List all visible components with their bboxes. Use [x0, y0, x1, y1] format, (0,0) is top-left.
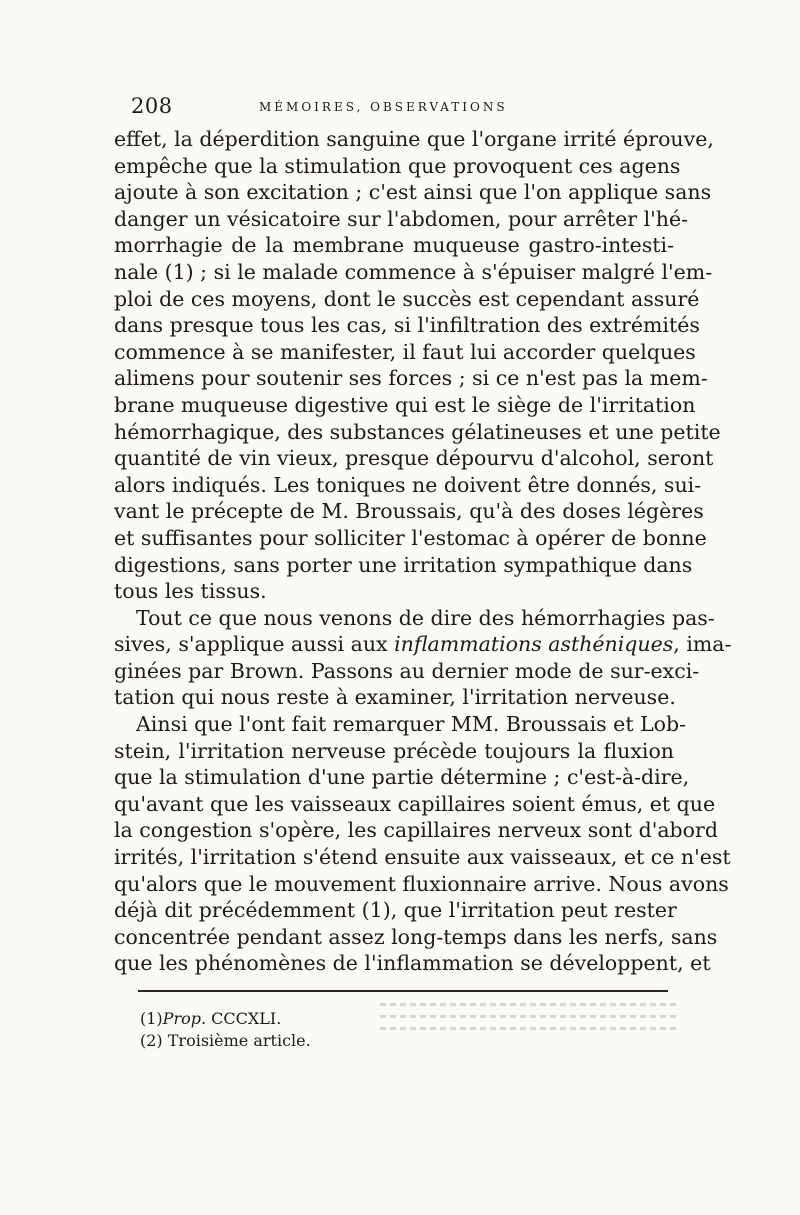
text-line: et suffisantes pour solliciter l'estomac à opérer de bonne — [114, 525, 707, 550]
paragraph-line: Tout ce que nous venons de dire des hémorrhagies pas- — [136, 605, 715, 630]
text-line: vant le précepte de M. Broussais, qu'à des doses légères — [114, 499, 704, 524]
text-line: danger un vésicatoire sur l'abdomen, pour arrêter l'hé- — [114, 206, 689, 231]
footnotes — [140, 1008, 540, 1052]
text-span: , ima- — [673, 632, 732, 657]
footnote-1 — [140, 1008, 540, 1030]
paragraph-line: que les phénomènes de l'inflammation se développent, et — [114, 951, 711, 976]
text-line: alors indiqués. Les toniques ne doivent être donnés, sui- — [114, 472, 702, 497]
text-line: dans presque tous les cas, si l'infiltration des extrémités — [114, 313, 700, 338]
running-head: MÉMOIRES, OBSERVATIONS — [259, 100, 508, 114]
text-line: ploi de ces moyens, dont le succès est cependant assuré — [114, 286, 700, 311]
footnote-italic: Prop — [162, 1009, 201, 1028]
text-line: commence à se manifester, il faut lui accorder quelques — [114, 339, 696, 364]
text-line: nale (1) ; si le malade commence à s'épuiser malgré l'em- — [114, 259, 713, 284]
text-line: tous les tissus. — [114, 579, 267, 604]
page-header — [131, 94, 671, 118]
italic-term: inflammations asthéniques — [394, 632, 674, 657]
paragraph-line: ginées par Brown. Passons au dernier mode de sur-exci- — [114, 658, 700, 683]
paragraph-line-with-italic — [114, 631, 732, 658]
text-line: digestions, sans porter une irritation sympathique dans — [114, 552, 693, 577]
text-span: sives, s'applique aussi aux — [114, 632, 395, 657]
paragraph-line: tation qui nous reste à examiner, l'irritation nerveuse. — [114, 685, 676, 710]
paragraph-line: irrités, l'irritation s'étend ensuite aux vaisseaux, et ce n'est — [114, 845, 731, 870]
footnote-text: . CCCXLI. — [200, 1009, 282, 1028]
paragraph-line: Ainsi que l'ont fait remarquer MM. Broussais et Lob- — [136, 712, 687, 737]
paragraph-line: qu'avant que les vaisseaux capillaires soient émus, et que — [114, 791, 716, 816]
paragraph-line: la congestion s'opère, les capillaires nerveux sont d'abord — [114, 818, 718, 843]
paragraph-line: que la stimulation d'une partie détermine ; c'est-à-dire, — [114, 765, 690, 790]
page-number: 208 — [131, 94, 173, 118]
paragraph-line: qu'alors que le mouvement fluxionnaire arrive. Nous avons — [114, 871, 729, 896]
text-line: alimens pour soutenir ses forces ; si ce n'est pas la mem- — [114, 366, 708, 391]
paragraph-line: stein, l'irritation nerveuse précède toujours la fluxion — [114, 738, 674, 763]
footnote-marker: (1) — [140, 1009, 163, 1028]
paragraph-line: déjà dit précédemment (1), que l'irritation peut rester — [114, 898, 677, 923]
body-text — [114, 126, 732, 977]
text-line: ajoute à son excitation ; c'est ainsi que l'on applique sans — [114, 180, 712, 205]
text-line: quantité de vin vieux, presque dépourvu d'alcohol, seront — [114, 446, 714, 471]
footnote-2: (2) Troisième article. — [140, 1031, 311, 1050]
text-line: hémorrhagique, des substances gélatineuses et une petite — [114, 419, 721, 444]
text-line: brane muqueuse digestive qui est le siège de l'irritation — [114, 392, 696, 417]
text-line: effet, la déperdition sanguine que l'organe irrité éprouve, — [114, 127, 714, 151]
footnote-rule — [138, 990, 668, 992]
text-line: morrhagie de la membrane muqueuse gastro-intesti- — [114, 233, 674, 258]
paragraph-line: concentrée pendant assez long-temps dans les nerfs, sans — [114, 924, 718, 949]
text-line: empêche que la stimulation que provoquent ces agens — [114, 153, 681, 178]
